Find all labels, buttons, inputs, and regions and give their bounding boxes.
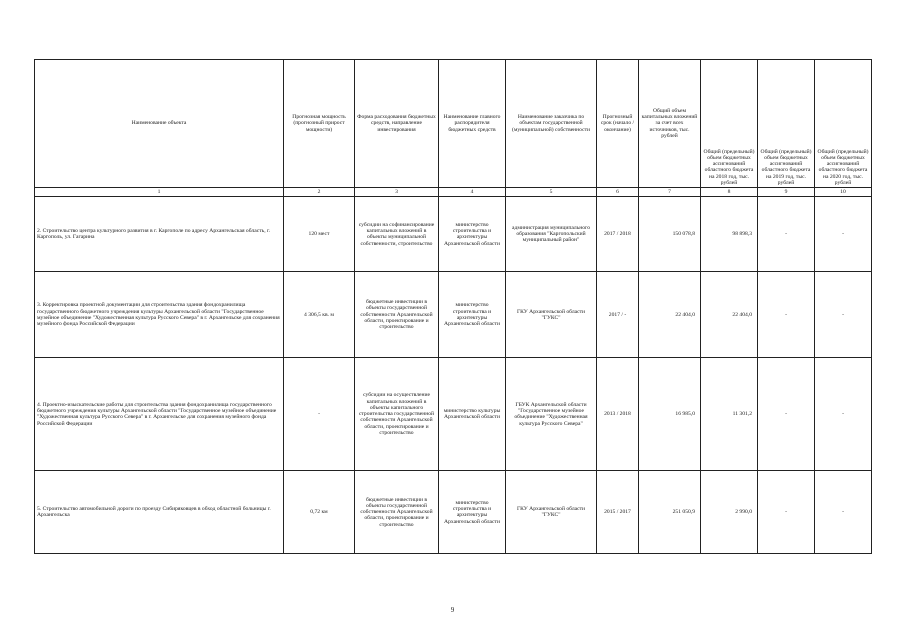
- header-cell: Прогнозная мощность (прогнозный прирост мощности): [284, 60, 355, 188]
- budget-2019: -: [758, 471, 815, 554]
- header-cell: Общий (предельный) объем бюджетных ассигнований областного бюджета на 2018 год, тыс. рублей: [701, 60, 758, 188]
- total-investment: 22 404,0: [639, 272, 701, 358]
- column-number: 2: [284, 188, 355, 197]
- capacity: 4 306,5 кв. м: [284, 272, 355, 358]
- table-row: [35, 197, 872, 272]
- funding-form: бюджетные инвестиции в объекты государственной собственности Архангельской области, проектирование и строительство: [355, 272, 439, 358]
- column-number: 1: [35, 188, 284, 197]
- table-row: [35, 471, 872, 554]
- header-cell: Общий объем капитальных вложений за счет всех источников, тыс. рублей: [639, 60, 701, 188]
- customer: ГБУК Архангельской области "Государственное музейное объединение "Художественная культура Русского Севера": [506, 358, 597, 471]
- header-cell: Наименование заказчика по объектам государственной (муниципальной) собственности: [506, 60, 597, 188]
- total-investment: 150 078,8: [639, 197, 701, 272]
- header-cell: Наименование главного распорядителя бюджетных средств: [439, 60, 506, 188]
- customer: ГКУ Архангельской области "ГУКС": [506, 272, 597, 358]
- budget-2018: 11 301,2: [701, 358, 758, 471]
- total-investment: 251 050,9: [639, 471, 701, 554]
- capacity: -: [284, 358, 355, 471]
- object-name: 5. Строительство автомобильной дороги по проезду Сибиряковцев в обход областной больницы г. Архангельска: [35, 471, 284, 554]
- header-cell: Форма расходования бюджетных средств, направление инвестирования: [355, 60, 439, 188]
- column-number: 5: [506, 188, 597, 197]
- column-number: 9: [758, 188, 815, 197]
- term: 2017 / -: [597, 272, 639, 358]
- object-name: 4. Проектно-изыскательские работы для строительства здания фондохранилища государственного бюджетного учреждения культуры Архангельской области "Государственное музейное объединение "Художественная культура Русского Севера" в г. Архангельске для сохранения музейного фонда Российской Федерации: [35, 358, 284, 471]
- term: 2013 / 2018: [597, 358, 639, 471]
- budget-2020: -: [815, 471, 872, 554]
- object-name: 3. Корректировка проектной документации для строительства здания фондохранилища государственного бюджетного учреждения культуры Архангельской области "Государственное музейное объединение "Художественная культура Русского Севера" в г. Архангельске для сохранения музейного фонда Российской Федерации: [35, 272, 284, 358]
- budget-2018: 98 898,3: [701, 197, 758, 272]
- column-number: 7: [639, 188, 701, 197]
- table-row: [35, 358, 872, 471]
- budget-2018: 22 404,0: [701, 272, 758, 358]
- budget-distributor: министерство строительства и архитектуры Архангельской области: [439, 197, 506, 272]
- budget-2020: -: [815, 358, 872, 471]
- budget-2018: 2 990,0: [701, 471, 758, 554]
- budget-2020: -: [815, 197, 872, 272]
- column-number: 4: [439, 188, 506, 197]
- column-number-row: [35, 188, 872, 197]
- column-number: 10: [815, 188, 872, 197]
- budget-distributor: министерство культуры Архангельской области: [439, 358, 506, 471]
- object-name: 2. Строительство центра культурного развития в г. Каргополе по адресу Архангельская область, г. Каргополь, ул. Гагарина: [35, 197, 284, 272]
- customer: администрация муниципального образования "Каргопольский муниципальный район": [506, 197, 597, 272]
- investment-table: [34, 59, 872, 554]
- header-cell: Прогнозный срок (начало / окончание): [597, 60, 639, 188]
- page-number: 9: [450, 606, 455, 614]
- budget-2020: -: [815, 272, 872, 358]
- term: 2015 / 2017: [597, 471, 639, 554]
- budget-2019: -: [758, 358, 815, 471]
- customer: ГКУ Архангельской области "ГУКС": [506, 471, 597, 554]
- header-cell: Общий (предельный) объем бюджетных ассигнований областного бюджета на 2019 год, тыс. рублей: [758, 60, 815, 188]
- funding-form: бюджетные инвестиции в объекты государственной собственности Архангельской области, проектирование и строительство: [355, 471, 439, 554]
- budget-distributor: министерство строительства и архитектуры Архангельской области: [439, 272, 506, 358]
- header-cell: Наименование объекта: [35, 60, 284, 188]
- column-number: 3: [355, 188, 439, 197]
- budget-2019: -: [758, 197, 815, 272]
- total-investment: 16 985,0: [639, 358, 701, 471]
- table-row: [35, 272, 872, 358]
- budget-2019: -: [758, 272, 815, 358]
- budget-distributor: министерство строительства и архитектуры Архангельской области: [439, 471, 506, 554]
- header-cell: Общий (предельный) объем бюджетных ассигнований областного бюджета на 2020 год, тыс. рублей: [815, 60, 872, 188]
- funding-form: субсидии на софинансирование капитальных вложений в объекты муниципальной собственности, строительство: [355, 197, 439, 272]
- capacity: 0,72 км: [284, 471, 355, 554]
- column-number: 6: [597, 188, 639, 197]
- funding-form: субсидии на осуществление капитальных вложений в объекты капитального строительства государственной собственности Архангельской области, проектирование и строительство: [355, 358, 439, 471]
- column-number: 8: [701, 188, 758, 197]
- header-row: [35, 60, 872, 188]
- term: 2017 / 2018: [597, 197, 639, 272]
- capacity: 120 мест: [284, 197, 355, 272]
